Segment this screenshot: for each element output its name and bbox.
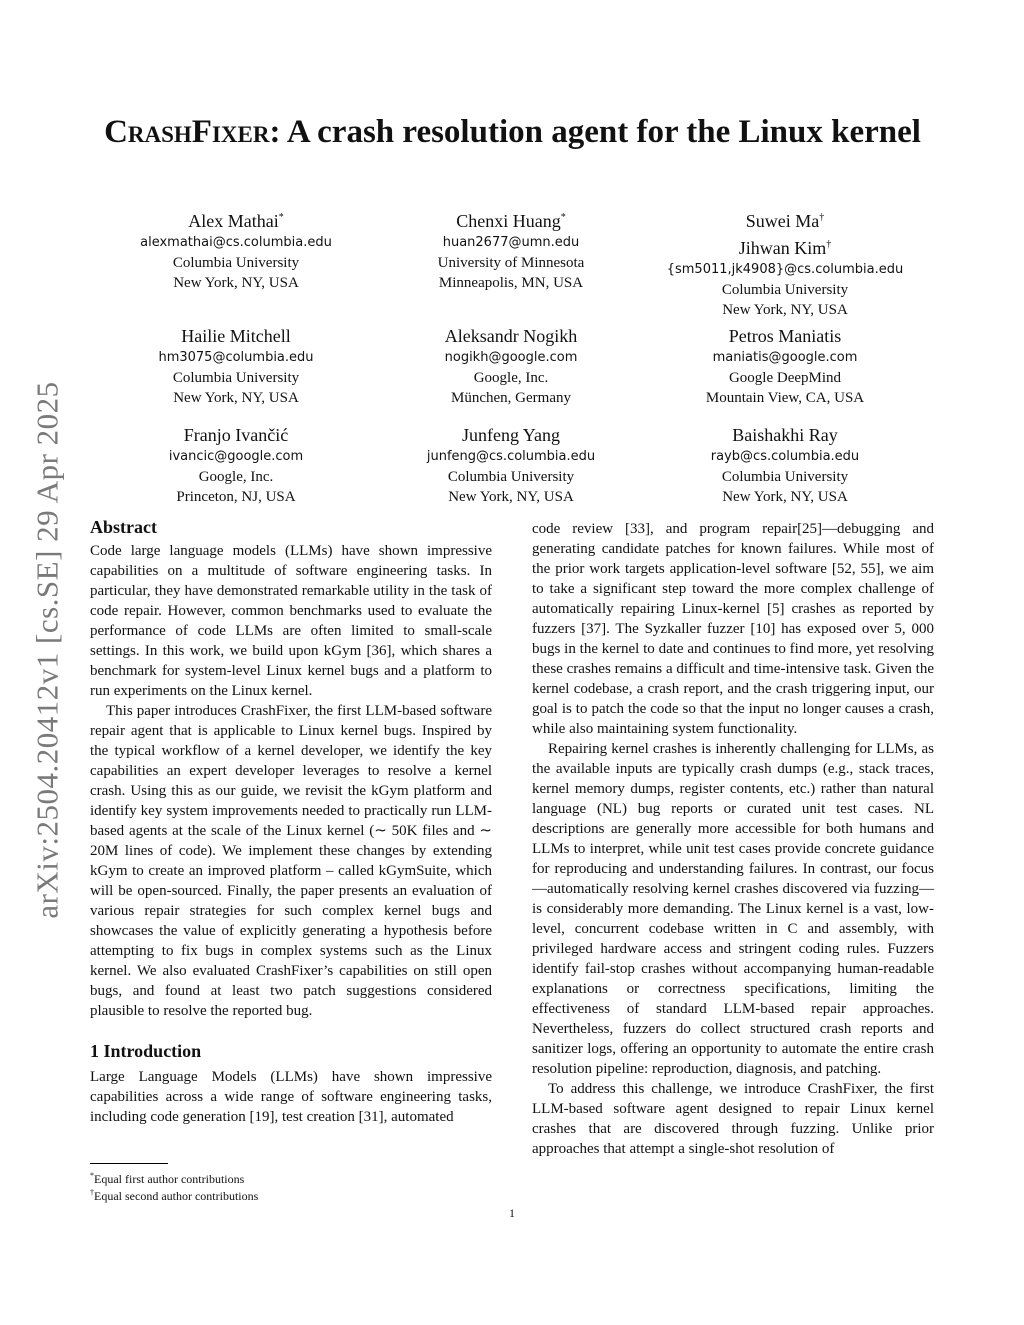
author-name: Franjo Ivančić bbox=[183, 425, 289, 445]
footnote: *Equal first author contributions bbox=[90, 1171, 245, 1186]
author-location: Mountain View, CA, USA bbox=[705, 390, 865, 406]
author-affiliation: Columbia University bbox=[447, 469, 575, 485]
author-affiliation: University of Minnesota bbox=[437, 255, 585, 271]
author-email: nogikh@google.com bbox=[444, 350, 578, 365]
footnote: †Equal second author contributions bbox=[90, 1188, 259, 1203]
author-location: New York, NY, USA bbox=[173, 390, 299, 406]
author-location: New York, NY, USA bbox=[448, 489, 574, 505]
author-location: New York, NY, USA bbox=[722, 302, 848, 318]
body-paragraph: To address this challenge, we introduce CrashFixer, the first LLM-based software agent designed to repair Linux kernel crashes that are discovered through fuzzing. Unlike prior approaches that attempt a single-shot resolution of bbox=[532, 1081, 934, 1157]
author-affiliation: Google, Inc. bbox=[473, 370, 549, 386]
author-name: Hailie Mitchell bbox=[181, 326, 291, 346]
author-email: rayb@cs.columbia.edu bbox=[710, 449, 860, 464]
right-column bbox=[532, 519, 934, 1159]
author-email: alexmathai@cs.columbia.edu bbox=[140, 235, 332, 250]
author-block bbox=[655, 424, 915, 507]
abstract-paragraph: Code large language models (LLMs) have shown impressive capabilities on a multitude of software engineering tasks. In particular, they have demonstrated remarkable utility in the task of code repair. However, common benchmarks used to evaluate the performance of code LLMs are often limited to small-scale settings. In this work, we build upon kGym [36], which shares a benchmark for system-level Linux kernel bugs and a platform to run experiments on the Linux kernel. bbox=[90, 543, 492, 699]
author-location: New York, NY, USA bbox=[173, 275, 299, 291]
author-block bbox=[381, 325, 641, 408]
author-name: Jihwan Kim bbox=[738, 238, 827, 258]
author-email: hm3075@columbia.edu bbox=[158, 350, 314, 365]
author-location: Princeton, NJ, USA bbox=[176, 489, 296, 505]
author-name: Junfeng Yang bbox=[461, 425, 560, 445]
author-email: maniatis@google.com bbox=[712, 350, 858, 365]
author-affiliation: Google DeepMind bbox=[728, 370, 842, 386]
author-affiliation: Columbia University bbox=[172, 370, 300, 386]
author-block bbox=[655, 325, 915, 408]
abstract-heading: Abstract bbox=[90, 517, 157, 537]
page-number: 1 bbox=[509, 1206, 515, 1220]
author-name: Aleksandr Nogikh bbox=[444, 326, 578, 346]
author-location: New York, NY, USA bbox=[722, 489, 848, 505]
author-block bbox=[106, 424, 366, 507]
intro-paragraph: Large Language Models (LLMs) have shown impressive capabilities across a wide range of software engineering tasks, including code generation [19], test creation [31], automated bbox=[90, 1069, 492, 1125]
author-block bbox=[106, 325, 366, 408]
author-location: München, Germany bbox=[451, 390, 571, 406]
author-location: Minneapolis, MN, USA bbox=[438, 275, 584, 291]
author-email: ivancic@google.com bbox=[168, 449, 304, 464]
author-affiliation: Columbia University bbox=[172, 255, 300, 271]
author-name: Alex Mathai bbox=[188, 211, 279, 231]
arxiv-identifier: arXiv:2504.20412v1 [cs.SE] 29 Apr 2025 bbox=[30, 381, 65, 919]
abstract-paragraph: This paper introduces CrashFixer, the first LLM-based software repair agent that is applicable to Linux kernel bugs. Inspired by the typical workflow of a kernel developer, we identify the key capabilities an expert developer leverages to resolve a kernel crash. Using this as our guide, we revisit the kGym platform and identify key system improvements needed to practically run LLM-based agents at the scale of the Linux kernel (∼ 50K files and ∼ 20M lines of code). We implement these changes by extending kGym to create an improved platform – called kGymSuite, which will be open-sourced. Finally, the paper presents an evaluation of various repair strategies for such complex kernel bugs and showcases the value of explicitly generating a hypothesis before attempting to fix bugs in complex systems such as the Linux kernel. We also evaluated CrashFixer’s capabilities on still open bugs, and found at least two patch suggestions considered plausible to resolve the reported bug. bbox=[90, 703, 492, 1019]
author-name: Chenxi Huang bbox=[456, 211, 561, 231]
author-affiliation: Columbia University bbox=[721, 282, 849, 298]
footnote-rule bbox=[90, 1163, 168, 1164]
author-block: Chenxi Huang* huan2677@umn.edu University of Minnesota Minneapolis, MN, USA bbox=[381, 206, 641, 293]
author-name: Baishakhi Ray bbox=[732, 425, 838, 445]
author-block bbox=[381, 424, 641, 507]
author-block: Suwei Ma† Jihwan Kim† {sm5011,jk4908}@cs.columbia.edu Columbia University New York, NY, USA bbox=[655, 206, 915, 320]
author-name: Suwei Ma bbox=[745, 211, 820, 231]
author-name: Petros Maniatis bbox=[728, 326, 842, 346]
introduction-heading: 1 Introduction bbox=[90, 1041, 202, 1061]
paper-title: CrashFixer: A crash resolution agent for the Linux kernel bbox=[104, 114, 921, 150]
author-block: Alex Mathai* alexmathai@cs.columbia.edu Columbia University New York, NY, USA bbox=[106, 206, 366, 293]
author-affiliation: Columbia University bbox=[721, 469, 849, 485]
author-affiliation: Google, Inc. bbox=[198, 469, 274, 485]
body-paragraph: Repairing kernel crashes is inherently challenging for LLMs, as the available inputs are typically crash dumps (e.g., stack traces, kernel memory dumps, register contents, etc.) rather than natural language (NL) bug reports or curated unit test cases. NL descriptions are generally more accessible for both humans and LLMs to interpret, while unit test cases provide concrete guidance for reproducing and understanding failures. In contrast, our focus—automatically resolving kernel crashes discovered via fuzzing—is considerably more demanding. The Linux kernel is a vast, low-level, concurrent codebase written in C and assembly, with privileged hardware access and stringent coding rules. Fuzzers identify fail-stop crashes without accompanying human-readable explanations or correctness specifications, limiting the effectiveness of standard LLM-based repair approaches. Nevertheless, fuzzers do collect structured crash reports and sanitizer logs, offering an opportunity to automate the entire crash resolution pipeline: reproduction, diagnosis, and patching. bbox=[532, 741, 934, 1077]
author-email: {sm5011,jk4908}@cs.columbia.edu bbox=[666, 262, 904, 277]
author-email: huan2677@umn.edu bbox=[442, 235, 580, 250]
left-column bbox=[90, 517, 492, 1127]
author-email: junfeng@cs.columbia.edu bbox=[426, 449, 596, 464]
body-paragraph: code review [33], and program repair[25]—debugging and generating candidate patches for known failures. While most of the prior work targets application-level software [52, 55], we aim to take a significant step toward the more complex challenge of automatically repairing Linux-kernel [5] crashes as reported by fuzzers [37]. The Syzkaller fuzzer [10] has exposed over 5, 000 bugs in the kernel to date and continues to find more, yet resolving these crashes remains a difficult and time-intensive task. Given the kernel codebase, a crash report, and the crash triggering input, our goal is to patch the code so that the input no longer causes a crash, while also maintaining system functionality. bbox=[532, 521, 934, 737]
